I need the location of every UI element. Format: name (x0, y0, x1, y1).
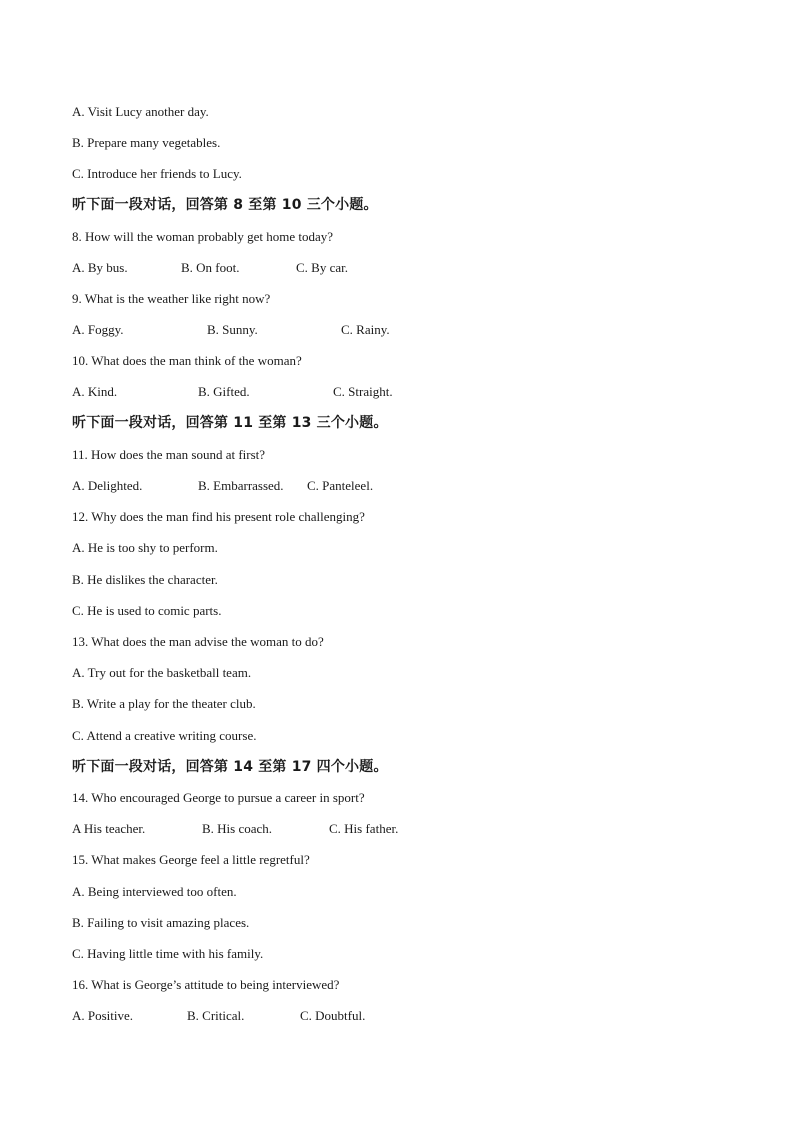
q13-option-b: B. Write a play for the theater club. (72, 696, 256, 711)
q8-option-a: A. By bus. (72, 260, 128, 275)
q13-option-a: A. Try out for the basketball team. (72, 665, 252, 680)
q9-option-a: A. Foggy. (72, 322, 124, 337)
q14-option-c: C. His father. (329, 821, 399, 836)
q11-option-b: B. Embarrassed. (198, 478, 284, 493)
question-12: 12. Why does the man find his present role challenging? (72, 509, 365, 524)
q8-option-c: C. By car. (296, 260, 348, 275)
q12-option-c: C. He is used to comic parts. (72, 603, 222, 618)
q16-option-b: B. Critical. (187, 1008, 245, 1023)
question-9-options (0, 322, 794, 338)
q10-option-c: C. Straight. (333, 384, 393, 399)
q14-option-a: A His teacher. (72, 821, 146, 836)
q10-option-b: B. Gifted. (198, 384, 250, 399)
q11-option-a: A. Delighted. (72, 478, 143, 493)
q7-option-b: B. Prepare many vegetables. (72, 135, 221, 150)
section-heading-8-10: 听下面一段对话，回答第 8 至第 10 三个小题。 (72, 197, 378, 213)
question-14: 14. Who encouraged George to pursue a career in sport? (72, 790, 365, 805)
question-16-options (0, 1008, 794, 1024)
question-15: 15. What makes George feel a little regretful? (72, 852, 310, 867)
question-13: 13. What does the man advise the woman to do? (72, 634, 324, 649)
section-heading-11-13: 听下面一段对话，回答第 11 至第 13 三个小题。 (72, 415, 388, 431)
question-11: 11. How does the man sound at first? (72, 447, 266, 462)
q15-option-a: A. Being interviewed too often. (72, 884, 237, 899)
q9-option-c: C. Rainy. (341, 322, 390, 337)
q14-option-b: B. His coach. (202, 821, 273, 836)
section-heading-14-17: 听下面一段对话，回答第 14 至第 17 四个小题。 (72, 759, 388, 775)
q15-option-c: C. Having little time with his family. (72, 946, 264, 961)
question-10-options (0, 384, 794, 400)
q7-option-c: C. Introduce her friends to Lucy. (72, 166, 242, 181)
q9-option-b: B. Sunny. (207, 322, 258, 337)
question-11-options (0, 478, 794, 494)
q7-option-a: A. Visit Lucy another day. (72, 104, 209, 119)
question-16: 16. What is George’s attitude to being interviewed? (72, 977, 340, 992)
question-8: 8. How will the woman probably get home today? (72, 229, 334, 244)
question-14-options (0, 821, 794, 837)
q12-option-a: A. He is too shy to perform. (72, 540, 218, 555)
q8-option-b: B. On foot. (181, 260, 240, 275)
q16-option-a: A. Positive. (72, 1008, 134, 1023)
q12-option-b: B. He dislikes the character. (72, 572, 218, 587)
q10-option-a: A. Kind. (72, 384, 118, 399)
question-10: 10. What does the man think of the woman? (72, 353, 302, 368)
question-8-options (0, 260, 794, 276)
question-9: 9. What is the weather like right now? (72, 291, 271, 306)
q11-option-c: C. Panteleel. (307, 478, 374, 493)
q16-option-c: C. Doubtful. (300, 1008, 366, 1023)
q13-option-c: C. Attend a creative writing course. (72, 728, 257, 743)
q15-option-b: B. Failing to visit amazing places. (72, 915, 250, 930)
